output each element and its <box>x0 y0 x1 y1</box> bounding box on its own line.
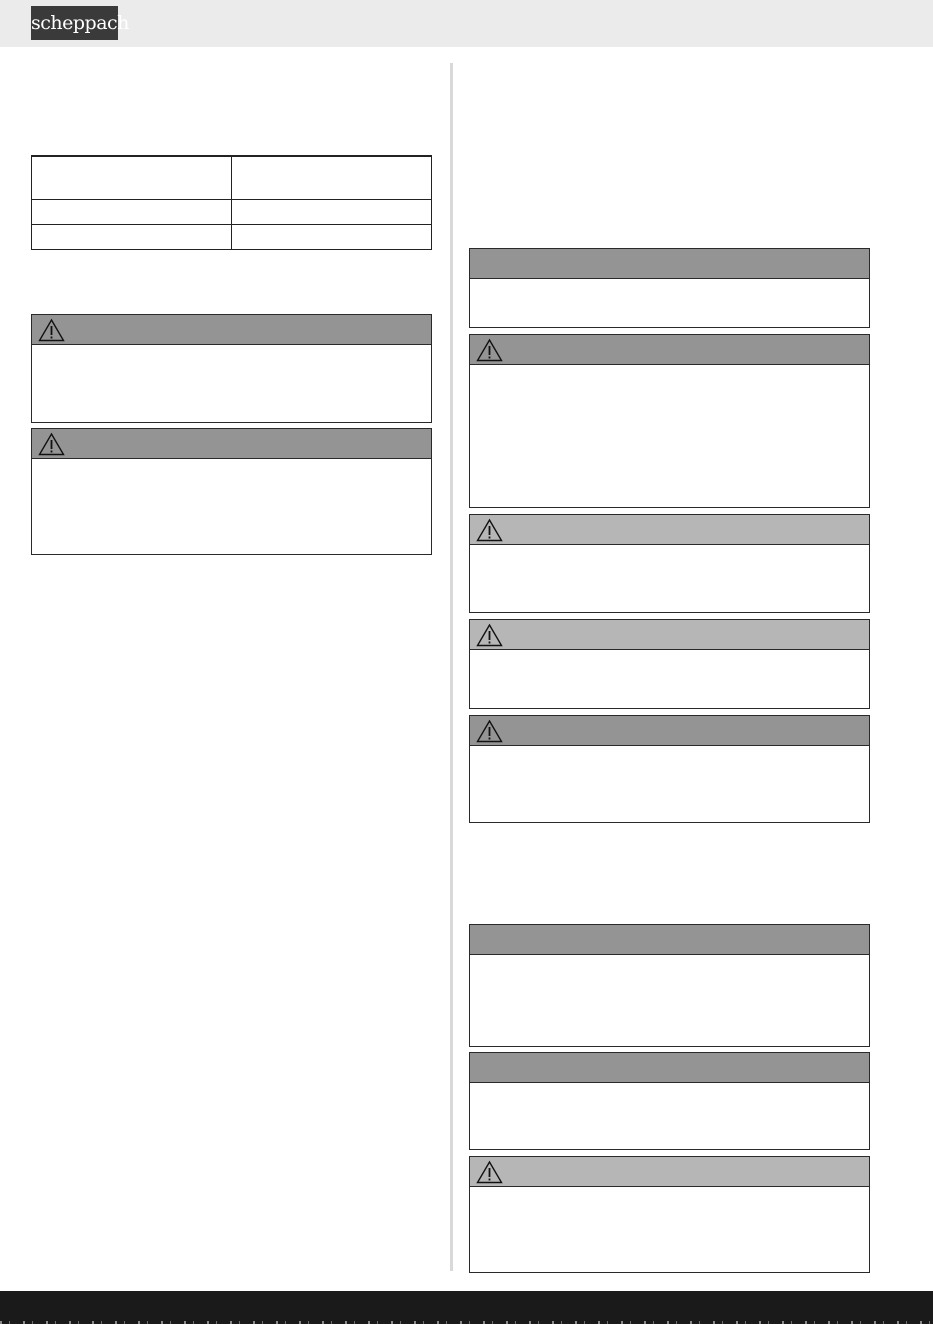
warning-triangle-icon <box>476 518 503 542</box>
warning-triangle-icon <box>476 338 503 362</box>
table-cell <box>32 225 232 250</box>
note-header-bar <box>470 925 869 955</box>
warning-box <box>31 428 432 555</box>
caution-box <box>469 514 870 613</box>
warning-triangle-icon <box>476 1160 503 1184</box>
warning-triangle-icon <box>476 623 503 647</box>
table-cell <box>232 225 432 250</box>
table-row <box>32 225 432 250</box>
table-cell <box>232 156 432 200</box>
note-box <box>469 1052 870 1150</box>
column-divider <box>450 63 453 1271</box>
caution-header-bar <box>470 620 869 650</box>
caution-box <box>469 619 870 709</box>
caution-header-bar <box>470 1157 869 1187</box>
page-footer <box>0 1291 933 1324</box>
note-box <box>469 924 870 1047</box>
note-header-bar <box>470 249 869 279</box>
warning-header-bar <box>32 315 431 345</box>
spec-table <box>31 155 432 250</box>
warning-box <box>469 715 870 823</box>
note-box <box>469 248 870 328</box>
page-header <box>0 0 933 47</box>
warning-triangle-icon <box>476 719 503 743</box>
table-cell <box>32 200 232 225</box>
table-row <box>32 200 432 225</box>
brand-logo: scheppach <box>31 6 118 40</box>
table-cell <box>232 200 432 225</box>
warning-box <box>31 314 432 423</box>
warning-header-bar <box>470 335 869 365</box>
warning-header-bar <box>32 429 431 459</box>
warning-box <box>469 334 870 508</box>
caution-header-bar <box>470 515 869 545</box>
table-header-row <box>32 156 432 200</box>
caution-box <box>469 1156 870 1273</box>
warning-triangle-icon <box>38 432 65 456</box>
warning-triangle-icon <box>38 318 65 342</box>
table-cell <box>32 156 232 200</box>
warning-header-bar <box>470 716 869 746</box>
note-header-bar <box>470 1053 869 1083</box>
